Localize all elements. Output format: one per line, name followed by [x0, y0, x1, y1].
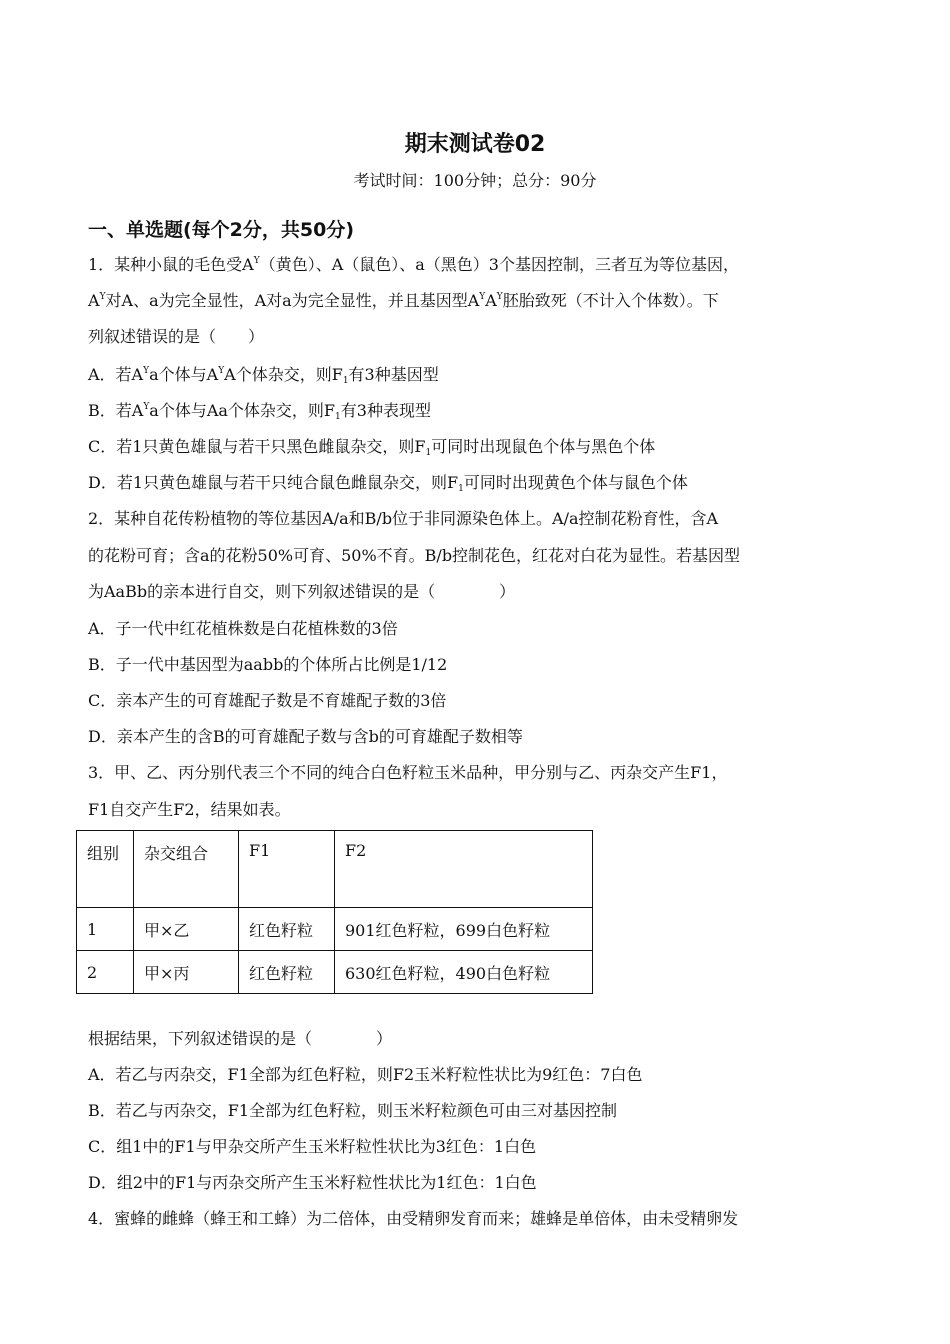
q3-line-2: F1自交产生F2，结果如表。 [88, 800, 291, 819]
table-cell: 1 [77, 908, 134, 951]
q3-option-b: B．若乙与丙杂交，F1全部为红色籽粒，则玉米籽粒颜色可由三对基因控制 [88, 1101, 618, 1120]
q2-line-3: 为AaBb的亲本进行自交，则下列叙述错误的是（ ） [88, 582, 516, 601]
section-heading: 一、单选题(每个2分，共50分) [88, 219, 355, 241]
table-cell: 901红色籽粒，699白色籽粒 [335, 908, 593, 951]
q1-line-1: 1．某种小鼠的毛色受$A^Y$（黄色）、A（鼠色）、a（黑色）3个基因控制，三者互为等位基因， [88, 255, 739, 274]
q1-option-a: A．若$A^Ya$个体与$A^YA$个体杂交，则$F_1$有3种基因型 [88, 365, 439, 386]
q2-line-2: 的花粉可育；含a的花粉50%可育、50%不育。B/b控制花色，红花对白花为显性。若基因型 [88, 546, 741, 565]
q2-option-c: C．亲本产生的可育雄配子数是不育雄配子数的3倍 [88, 691, 447, 710]
q2-option-d: D．亲本产生的含B的可育雄配子数与含b的可育雄配子数相等 [88, 727, 523, 746]
table-header-cell: F1 [239, 831, 335, 908]
table-header-row [77, 831, 593, 908]
table-header-cell: 杂交组合 [134, 831, 239, 908]
q1-option-b: B．若$A^Ya$个体与Aa个体杂交，则$F_1$有3种表现型 [88, 401, 431, 422]
table-cell: 2 [77, 951, 134, 994]
table-row [77, 951, 593, 994]
table-header-cell: F2 [335, 831, 593, 908]
q2-option-b: B．子一代中基因型为aabb的个体所占比例是1/12 [88, 655, 448, 674]
q2-option-a: A．子一代中红花植株数是白花植株数的3倍 [88, 619, 398, 638]
q1-line-3: 列叙述错误的是（ ） [88, 327, 265, 346]
table-cell: 红色籽粒 [239, 951, 335, 994]
q3-line-1: 3．甲、乙、丙分别代表三个不同的纯合白色籽粒玉米品种，甲分别与乙、丙杂交产生F1， [88, 763, 728, 782]
q4-line-1: 4．蜜蜂的雌蜂（蜂王和工蜂）为二倍体，由受精卵发育而来；雄蜂是单倍体，由未受精卵发 [88, 1209, 739, 1228]
table-cell: 甲×乙 [134, 908, 239, 951]
q3-option-c: C．组1中的F1与甲杂交所产生玉米籽粒性状比为3红色：1白色 [88, 1137, 537, 1156]
table-cell: 甲×丙 [134, 951, 239, 994]
table-cell: 630红色籽粒，490白色籽粒 [335, 951, 593, 994]
q3-option-a: A．若乙与丙杂交，F1全部为红色籽粒，则F2玉米籽粒性状比为9红色：7白色 [88, 1065, 643, 1084]
q3-option-d: D．组2中的F1与丙杂交所产生玉米籽粒性状比为1红色：1白色 [88, 1173, 537, 1192]
exam-info: 考试时间：100分钟；总分：90分 [353, 171, 597, 190]
q3-stem: 根据结果，下列叙述错误的是（ ） [88, 1029, 393, 1048]
table-row [77, 908, 593, 951]
exam-title: 期末测试卷02 [404, 132, 546, 157]
q1-option-c: C．若1只黄色雄鼠与若干只黑色雌鼠杂交，则$F_1$可同时出现鼠色个体与黑色个体 [88, 437, 656, 458]
table-header-cell: 组别 [77, 831, 134, 908]
table-cell: 红色籽粒 [239, 908, 335, 951]
cross-results-table [76, 830, 593, 994]
q2-line-1: 2．某种自花传粉植物的等位基因A/a和B/b位于非同源染色体上。A/a控制花粉育性，含A [88, 509, 719, 528]
q1-line-2: $A^Y$对A、a为完全显性，A对a为完全显性，并且基因型$A^YA^Y$胚胎致死（不计入个体数）。下 [88, 291, 719, 310]
q1-option-d: D．若1只黄色雄鼠与若干只纯合鼠色雌鼠杂交，则$F_1$可同时出现黄色个体与鼠色个体 [88, 473, 688, 494]
